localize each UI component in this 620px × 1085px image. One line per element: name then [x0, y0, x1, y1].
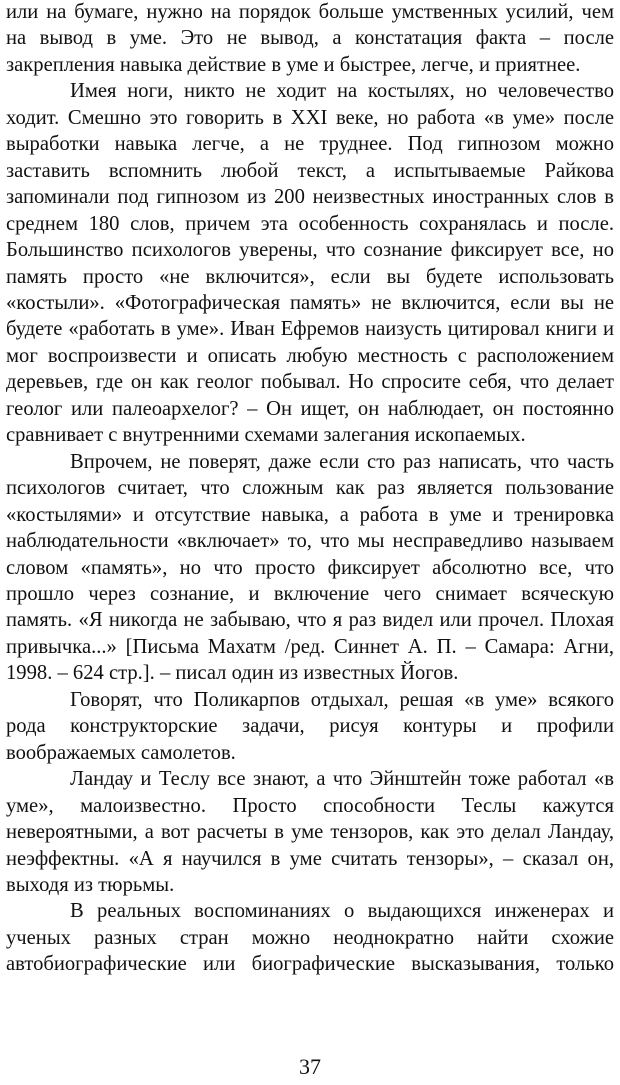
paragraph-5: Ландау и Теслу все знают, а что Эйнштейн тоже работал «в уме», малоизвестно. Просто способности Теслы кажутся невероятными, а вот расчеты в уме тензоров, как это делал Ландау, неэффектны. «А я научился в уме считать тензоры», – сказал он, выходя из тюрьмы. [6, 768, 614, 896]
paragraph-3: Впрочем, не поверят, даже если сто раз написать, что часть психологов считает, что сложным как раз является пользование «костылями» и отсутствие навыка, а работа в уме и тренировка наблюдательности «включает» то, что мы несправедливо называем словом «память», но что просто фиксирует абсолютно все, что прошло через сознание, и включение чего снимает всяческую память. «Я никогда не забываю, что я раз видел или прочел. Плохая привычка...» [Письма Махатм /ред. Синнет А. П. – Самара: Агни, 1998. – 624 стр.]. – писал один из известных Йогов. [6, 450, 614, 685]
paragraph-1: или на бумаге, нужно на порядок больше умственных усилий, чем на вывод в уме. Это не вывод, а констатация факта – после закрепления навыка действие в уме и быстрее, легче, и приятнее. [6, 1, 614, 76]
paragraph-2: Имея ноги, никто не ходит на костылях, но человечество ходит. Смешно это говорить в XXI веке, но работа «в уме» после выработки навыка легче, а не труднее. Под гипнозом можно заставить вспомнить любой текст, а испытываемые Райкова запоминали под гипнозом из 200 неизвестных иностранных слов в среднем 180 слов, причем эта особенность сохранялась и после. Большинство психологов уверены, что сознание фиксирует все, но память просто «не включится», если вы будете использовать «костыли». «Фотографическая память» не включится, если вы не будете «работать в уме». Иван Ефремов наизусть цитировал книги и мог воспроизвести и описать любую местность с расположением деревьев, где он как геолог побывал. Но спросите себя, что делает геолог или палеоархелог? – Он ищет, он наблюдает, он постоянно сравнивает с внутренними схемами залегания ископаемых. [6, 80, 614, 447]
page-number: 37 [299, 1054, 321, 1079]
body-text [6, 0, 614, 978]
paragraph-6: В реальных воспоминаниях о выдающихся инженерах и ученых разных стран можно неоднократно найти схожие автобиографические или биографические высказывания, только [6, 900, 614, 976]
paragraph-4: Говорят, что Поликарпов отдыхал, решая «в уме» всякого рода конструкторские задачи, рисуя контуры и профили воображаемых самолетов. [6, 688, 614, 764]
